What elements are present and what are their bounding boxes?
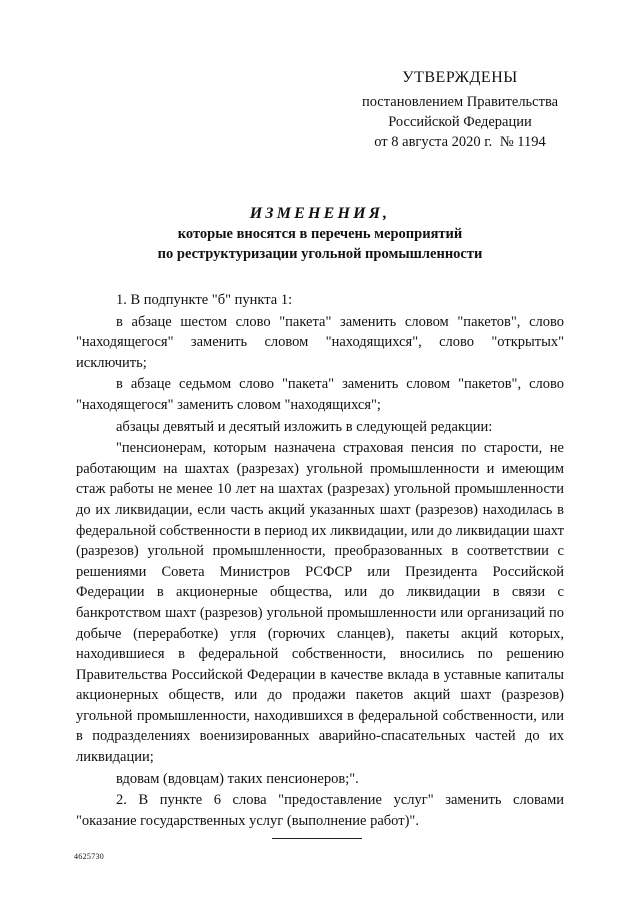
approval-line-1: постановлением Правительства [361, 94, 559, 110]
heading-title: ИЗМЕНЕНИЯ, [249, 205, 391, 222]
closing-divider [272, 838, 362, 839]
document-body [76, 290, 564, 832]
document-heading [76, 204, 564, 264]
heading-subtitle-2: по реструктуризации угольной промышленности [157, 246, 483, 262]
document-number: 4625730 [74, 852, 105, 861]
approval-date-line [330, 132, 590, 152]
approved-label: УТВЕРЖДЕНЫ [402, 69, 518, 86]
approval-number: № 1194 [499, 134, 546, 150]
approval-date: от 8 августа 2020 г. [374, 134, 493, 150]
paragraph-5: "пенсионерам, которым назначена страховая пенсия по старости, не работающим на шахтах (разрезах) угольной промышленности и имеющим стаж работы не менее 10 лет на шахтах (разрезах) угольной промышленности до их ликвидации, если часть акций указанных шахт (разрезов) находилась в федеральной собственности в период их ликвидации, или до ликвидации шахт (разрезов) угольной промышленности, преобразованных в соответствии с решениями Совета Министров РСФСР или Президента Российской Федерации в акционерные общества, или до ликвидации в связи с банкротством шахт (разрезов) угольной промышленности или организаций по добыче (переработке) угля (горючих сланцев), пакеты акций которых, находившиеся в федеральной собственности, вносились по решению Правительства Российской Федерации в качестве вклада в уставные капиталы акционерных обществ, или до продажи пакетов акций шахт (разрезов) угольной промышленности, находившихся в федеральной собственности, или в подразделениях военизированных аварийно-спасательных частей до их ликвидации; [76, 440, 564, 766]
paragraph-7: 2. В пункте 6 слова "предоставление услуг" заменить словами "оказание государственных услуг (выполнение работ)". [76, 792, 564, 829]
paragraph-4: абзацы девятый и десятый изложить в следующей редакции: [116, 418, 493, 435]
paragraph-2: в абзаце шестом слово "пакета" заменить словом "пакетов", слово "находящегося" заменить словом "находящихся", слово "открытых" исключить; [76, 313, 564, 371]
heading-subtitle-1: которые вносятся в перечень мероприятий [177, 226, 463, 242]
paragraph-6: вдовам (вдовцам) таких пенсионеров;". [116, 770, 359, 787]
approval-stamp [330, 68, 590, 152]
approval-line-2: Российской Федерации [388, 114, 532, 130]
paragraph-1: 1. В подпункте "б" пункта 1: [116, 292, 293, 308]
paragraph-3: в абзаце седьмом слово "пакета" заменить словом "пакетов", слово "находящегося" заменить словом "находящихся"; [76, 376, 564, 413]
